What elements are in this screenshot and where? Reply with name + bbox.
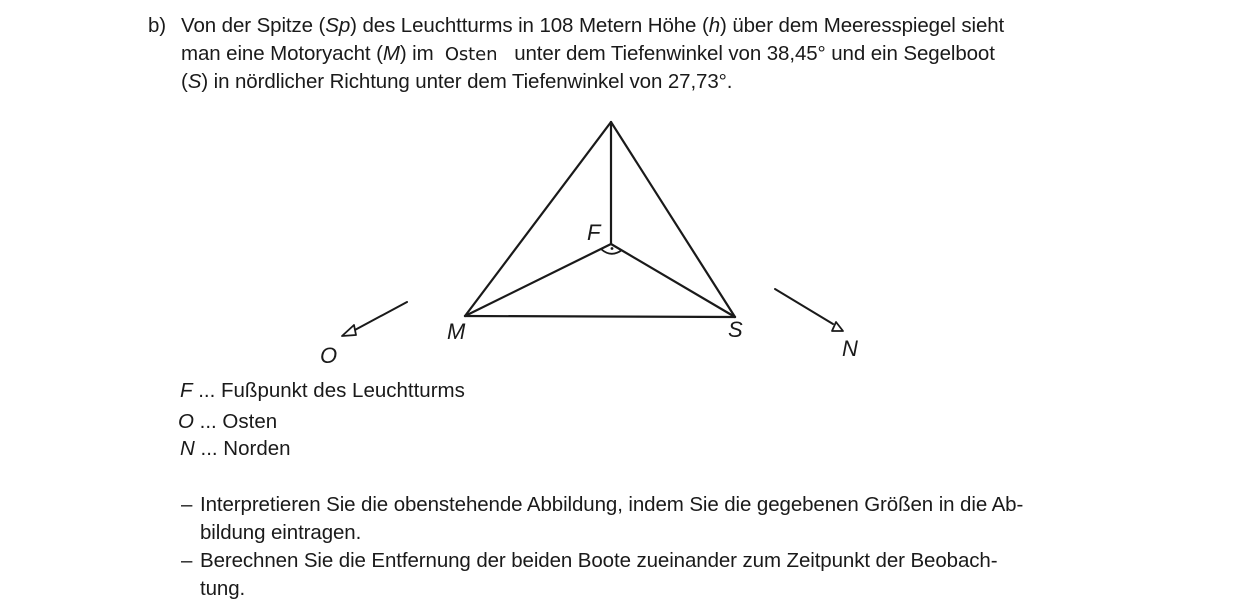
legend-text: ... Osten xyxy=(193,410,278,433)
symbol-m: M xyxy=(382,42,400,65)
problem-text: unter dem Tiefenwinkel von 38,45° und ein Segelboot xyxy=(514,42,995,65)
edge-sp-m xyxy=(465,122,611,316)
edge-m-s xyxy=(465,316,735,317)
label-o: O xyxy=(320,343,338,368)
task-2-line-1: Berechnen Sie die Entfernung der beiden Boote zueinander zum Zeitpunkt der Beobach- xyxy=(200,549,998,572)
task-1-line-2: bildung eintragen. xyxy=(200,521,362,544)
label-n: N xyxy=(842,336,858,361)
problem-text: ) im xyxy=(399,42,434,65)
label-f: F xyxy=(587,220,601,245)
problem-text: ) in nördlicher Richtung unter dem Tiefenwinkel von 27,73°. xyxy=(201,70,733,93)
problem-text: ) über dem Meeresspiegel sieht xyxy=(720,14,1005,37)
legend-item-f xyxy=(180,377,465,405)
filled-in-osten: Osten xyxy=(444,44,498,65)
task-2-dash: – xyxy=(181,549,193,572)
edge-f-s xyxy=(611,244,735,317)
right-angle-dot xyxy=(611,247,614,250)
legend-symbol: O xyxy=(178,410,194,433)
problem-text: ) des Leuchtturms in 108 Metern Höhe ( xyxy=(350,14,709,37)
edge-f-m xyxy=(465,244,611,316)
symbol-s: S xyxy=(187,70,202,93)
problem-text: ( xyxy=(181,70,188,93)
part-label: b) xyxy=(148,14,167,37)
legend-symbol: N xyxy=(180,437,195,460)
label-m: M xyxy=(447,319,466,344)
legend-text: ... Fußpunkt des Leuchtturms xyxy=(192,379,465,402)
north-arrow-icon xyxy=(775,289,843,331)
problem-text: man eine Motoryacht ( xyxy=(181,42,383,65)
edge-sp-s xyxy=(611,122,735,317)
legend-symbol: F xyxy=(180,379,193,402)
legend-item-o xyxy=(178,408,277,436)
task-1-dash: – xyxy=(181,493,193,516)
label-s: S xyxy=(728,317,743,342)
symbol-h: h xyxy=(708,14,720,37)
east-arrow-icon xyxy=(342,302,407,336)
problem-text: Von der Spitze ( xyxy=(181,14,326,37)
legend-text: ... Norden xyxy=(194,437,291,460)
symbol-sp: Sp xyxy=(325,14,351,37)
task-1-line-1: Interpretieren Sie die obenstehende Abbildung, indem Sie die gegebenen Größen in die Ab- xyxy=(200,493,1024,516)
legend-item-n xyxy=(180,435,291,463)
task-2-line-2: tung. xyxy=(200,577,246,600)
